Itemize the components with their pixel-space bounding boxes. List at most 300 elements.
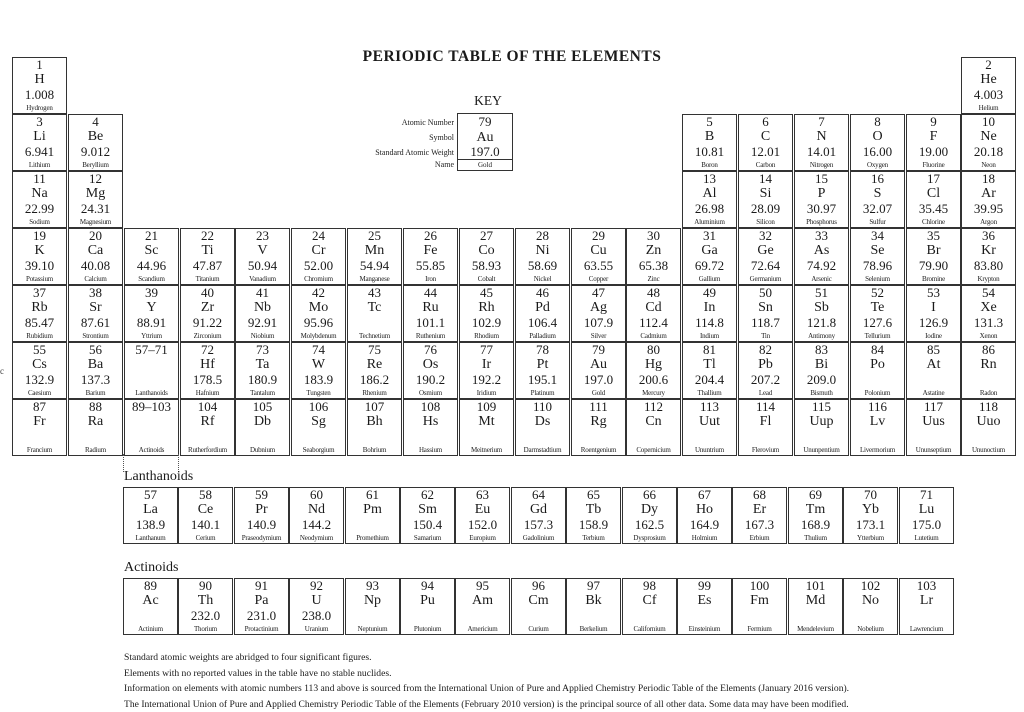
atomic-number: 1 bbox=[13, 58, 66, 72]
atomic-number: 110 bbox=[516, 400, 569, 414]
element-cell bbox=[180, 342, 235, 399]
atomic-weight: 88.91 bbox=[125, 316, 178, 330]
element-cell bbox=[178, 578, 233, 635]
element-name: Actinium bbox=[124, 625, 177, 633]
element-cell bbox=[178, 487, 233, 544]
element-symbol: Sc bbox=[125, 243, 178, 258]
element-name: Cerium bbox=[179, 534, 232, 542]
element-symbol: Ir bbox=[460, 357, 513, 372]
atomic-number: 72 bbox=[181, 343, 234, 357]
element-symbol: Tb bbox=[567, 502, 620, 517]
element-name: Americium bbox=[456, 625, 509, 633]
element-symbol: Ga bbox=[683, 243, 736, 258]
atomic-number: 45 bbox=[460, 286, 513, 300]
element-cell bbox=[123, 487, 178, 544]
element-name: Einsteinium bbox=[678, 625, 731, 633]
element-cell bbox=[961, 285, 1016, 342]
atomic-number: 113 bbox=[683, 400, 736, 414]
element-name: Ununoctium bbox=[962, 446, 1015, 454]
atomic-number: 115 bbox=[795, 400, 848, 414]
atomic-weight: 1.008 bbox=[13, 88, 66, 102]
element-symbol: C bbox=[739, 129, 792, 144]
atomic-weight: 157.3 bbox=[512, 518, 565, 532]
key-label-weight: Standard Atomic Weight bbox=[375, 148, 454, 158]
atomic-weight: 168.9 bbox=[789, 518, 842, 532]
atomic-weight: 200.6 bbox=[627, 373, 680, 387]
element-cell bbox=[794, 342, 849, 399]
element-symbol: Li bbox=[13, 129, 66, 144]
atomic-weight: 22.99 bbox=[13, 202, 66, 216]
element-cell bbox=[850, 285, 905, 342]
element-name: Neon bbox=[962, 161, 1015, 169]
element-name: Cadmium bbox=[627, 332, 680, 340]
footnote: Elements with no reported values in the table have no stable nuclides. bbox=[124, 666, 849, 682]
element-symbol: Ra bbox=[69, 414, 122, 429]
atomic-weight: 32.07 bbox=[851, 202, 904, 216]
element-symbol: Cf bbox=[623, 593, 676, 608]
atomic-number: 20 bbox=[69, 229, 122, 243]
element-name: Molybdenum bbox=[292, 332, 345, 340]
element-cell bbox=[961, 342, 1016, 399]
element-symbol: Pt bbox=[516, 357, 569, 372]
element-symbol: Lv bbox=[851, 414, 904, 429]
element-name: Rhenium bbox=[348, 389, 401, 397]
element-cell bbox=[566, 578, 621, 635]
element-name: Lutetium bbox=[900, 534, 953, 542]
element-cell bbox=[850, 171, 905, 228]
atomic-number: 60 bbox=[290, 488, 343, 502]
atomic-weight: 4.003 bbox=[962, 88, 1015, 102]
element-name: Technetium bbox=[348, 332, 401, 340]
atomic-number: 64 bbox=[512, 488, 565, 502]
footnote: Standard atomic weights are abridged to four significant figures. bbox=[124, 650, 849, 666]
atomic-number: 14 bbox=[739, 172, 792, 186]
element-name: Lead bbox=[739, 389, 792, 397]
atomic-number: 10 bbox=[962, 115, 1015, 129]
element-symbol: Xe bbox=[962, 300, 1015, 315]
element-symbol: Cn bbox=[627, 414, 680, 429]
atomic-number: 77 bbox=[460, 343, 513, 357]
atomic-weight: 238.0 bbox=[290, 609, 343, 623]
element-cell bbox=[732, 578, 787, 635]
atomic-number: 34 bbox=[851, 229, 904, 243]
atomic-weight: 30.97 bbox=[795, 202, 848, 216]
atomic-weight: 118.7 bbox=[739, 316, 792, 330]
element-name: Seaborgium bbox=[292, 446, 345, 454]
element-name: Lithium bbox=[13, 161, 66, 169]
element-name: Zinc bbox=[627, 275, 680, 283]
element-cell bbox=[899, 487, 954, 544]
element-name: Praseodymium bbox=[235, 534, 288, 542]
element-name: Bromine bbox=[907, 275, 960, 283]
element-symbol: Np bbox=[346, 593, 399, 608]
atomic-number: 106 bbox=[292, 400, 345, 414]
atomic-weight: 12.01 bbox=[739, 145, 792, 159]
element-name: Francium bbox=[13, 446, 66, 454]
atomic-weight: 158.9 bbox=[567, 518, 620, 532]
element-name: Boron bbox=[683, 161, 736, 169]
element-name: Iridium bbox=[460, 389, 513, 397]
atomic-number: 57–71 bbox=[125, 343, 178, 357]
element-name: Oxygen bbox=[851, 161, 904, 169]
element-name: Scandium bbox=[125, 275, 178, 283]
element-name: Argon bbox=[962, 218, 1015, 226]
element-symbol: Ba bbox=[69, 357, 122, 372]
element-name: Roentgenium bbox=[572, 446, 625, 454]
atomic-weight: 107.9 bbox=[572, 316, 625, 330]
element-cell bbox=[12, 228, 67, 285]
element-cell bbox=[677, 578, 732, 635]
atomic-number: 47 bbox=[572, 286, 625, 300]
element-symbol: S bbox=[851, 186, 904, 201]
element-cell bbox=[788, 578, 843, 635]
element-symbol: I bbox=[907, 300, 960, 315]
atomic-weight: 20.18 bbox=[962, 145, 1015, 159]
element-name: Hassium bbox=[404, 446, 457, 454]
element-cell bbox=[571, 399, 626, 456]
element-name: Silver bbox=[572, 332, 625, 340]
element-name: Holmium bbox=[678, 534, 731, 542]
element-cell bbox=[124, 399, 179, 456]
atomic-weight: 91.22 bbox=[181, 316, 234, 330]
atomic-number: 7 bbox=[795, 115, 848, 129]
element-cell bbox=[291, 342, 346, 399]
element-symbol: Nb bbox=[236, 300, 289, 315]
element-name: Titanium bbox=[181, 275, 234, 283]
element-cell bbox=[571, 285, 626, 342]
element-cell bbox=[235, 285, 290, 342]
key-heading: KEY bbox=[468, 93, 508, 109]
atomic-number: 70 bbox=[844, 488, 897, 502]
atomic-number: 30 bbox=[627, 229, 680, 243]
atomic-number: 16 bbox=[851, 172, 904, 186]
atomic-number: 58 bbox=[179, 488, 232, 502]
element-symbol: U bbox=[290, 593, 343, 608]
element-symbol: Yb bbox=[844, 502, 897, 517]
atomic-weight: 102.9 bbox=[460, 316, 513, 330]
atomic-weight: 78.96 bbox=[851, 259, 904, 273]
element-name: Dysprosium bbox=[623, 534, 676, 542]
atomic-weight: 186.2 bbox=[348, 373, 401, 387]
element-symbol: Bk bbox=[567, 593, 620, 608]
element-symbol: At bbox=[907, 357, 960, 372]
atomic-weight: 9.012 bbox=[69, 145, 122, 159]
element-name: Protactinium bbox=[235, 625, 288, 633]
element-cell bbox=[566, 487, 621, 544]
element-name: Curium bbox=[512, 625, 565, 633]
atomic-number: 117 bbox=[907, 400, 960, 414]
atomic-number: 23 bbox=[236, 229, 289, 243]
element-name: Ruthenium bbox=[404, 332, 457, 340]
atomic-weight: 192.2 bbox=[460, 373, 513, 387]
element-cell bbox=[571, 342, 626, 399]
element-name: Nitrogen bbox=[795, 161, 848, 169]
atomic-number: 76 bbox=[404, 343, 457, 357]
element-name: Lawrencium bbox=[900, 625, 953, 633]
atomic-number: 31 bbox=[683, 229, 736, 243]
key-example-weight: 197.0 bbox=[458, 145, 512, 159]
element-name: Ununseptium bbox=[907, 446, 960, 454]
element-name: Mendelevium bbox=[789, 625, 842, 633]
element-symbol: Ge bbox=[739, 243, 792, 258]
element-name: Krypton bbox=[962, 275, 1015, 283]
element-symbol: Sr bbox=[69, 300, 122, 315]
element-name: Silicon bbox=[739, 218, 792, 226]
element-symbol: Pr bbox=[235, 502, 288, 517]
element-symbol: Ta bbox=[236, 357, 289, 372]
element-name: Osmium bbox=[404, 389, 457, 397]
element-name: Calcium bbox=[69, 275, 122, 283]
element-cell bbox=[455, 578, 510, 635]
atomic-weight: 65.38 bbox=[627, 259, 680, 273]
element-cell bbox=[794, 285, 849, 342]
atomic-weight: 10.81 bbox=[683, 145, 736, 159]
atomic-weight: 50.94 bbox=[236, 259, 289, 273]
atomic-number: 62 bbox=[401, 488, 454, 502]
element-symbol: Cm bbox=[512, 593, 565, 608]
element-cell bbox=[459, 228, 514, 285]
element-symbol: Bi bbox=[795, 357, 848, 372]
element-name: Darmstadtium bbox=[516, 446, 569, 454]
atomic-number: 95 bbox=[456, 579, 509, 593]
atomic-weight: 74.92 bbox=[795, 259, 848, 273]
atomic-number: 53 bbox=[907, 286, 960, 300]
element-cell bbox=[12, 114, 67, 171]
element-name: Hydrogen bbox=[13, 104, 66, 112]
element-symbol: Cu bbox=[572, 243, 625, 258]
element-symbol: K bbox=[13, 243, 66, 258]
element-cell bbox=[843, 487, 898, 544]
element-cell bbox=[289, 487, 344, 544]
atomic-weight: 83.80 bbox=[962, 259, 1015, 273]
element-name: Thallium bbox=[683, 389, 736, 397]
element-cell bbox=[850, 114, 905, 171]
atomic-weight: 6.941 bbox=[13, 145, 66, 159]
element-name: Copper bbox=[572, 275, 625, 283]
atomic-weight: 144.2 bbox=[290, 518, 343, 532]
atomic-weight: 138.9 bbox=[124, 518, 177, 532]
element-name: Neptunium bbox=[346, 625, 399, 633]
element-cell bbox=[794, 228, 849, 285]
element-cell bbox=[180, 399, 235, 456]
element-cell bbox=[738, 342, 793, 399]
element-cell bbox=[794, 114, 849, 171]
element-symbol: Pm bbox=[346, 502, 399, 517]
element-cell bbox=[515, 399, 570, 456]
atomic-weight: 180.9 bbox=[236, 373, 289, 387]
atomic-number: 24 bbox=[292, 229, 345, 243]
element-cell bbox=[794, 171, 849, 228]
element-cell bbox=[794, 399, 849, 456]
atomic-weight: 126.9 bbox=[907, 316, 960, 330]
element-name: Strontium bbox=[69, 332, 122, 340]
atomic-weight: 150.4 bbox=[401, 518, 454, 532]
element-name: Radium bbox=[69, 446, 122, 454]
element-symbol: Sn bbox=[739, 300, 792, 315]
element-name: Cobalt bbox=[460, 275, 513, 283]
element-symbol: B bbox=[683, 129, 736, 144]
atomic-number: 59 bbox=[235, 488, 288, 502]
key-example-number: 79 bbox=[458, 115, 512, 129]
atomic-weight: 140.9 bbox=[235, 518, 288, 532]
atomic-number: 42 bbox=[292, 286, 345, 300]
atomic-number: 27 bbox=[460, 229, 513, 243]
element-cell bbox=[682, 285, 737, 342]
atomic-number: 38 bbox=[69, 286, 122, 300]
element-symbol: La bbox=[124, 502, 177, 517]
atomic-weight: 207.2 bbox=[739, 373, 792, 387]
element-name: Helium bbox=[962, 104, 1015, 112]
element-name: Livermorium bbox=[851, 446, 904, 454]
atomic-number: 93 bbox=[346, 579, 399, 593]
atomic-weight: 39.10 bbox=[13, 259, 66, 273]
element-cell bbox=[515, 342, 570, 399]
atomic-weight: 14.01 bbox=[795, 145, 848, 159]
element-cell bbox=[68, 285, 123, 342]
element-name: Antimony bbox=[795, 332, 848, 340]
atomic-weight: 79.90 bbox=[907, 259, 960, 273]
element-symbol: V bbox=[236, 243, 289, 258]
atomic-weight: 69.72 bbox=[683, 259, 736, 273]
element-name: Ununtrium bbox=[683, 446, 736, 454]
atomic-weight: 58.69 bbox=[516, 259, 569, 273]
atomic-number: 101 bbox=[789, 579, 842, 593]
element-name: Palladium bbox=[516, 332, 569, 340]
element-cell bbox=[68, 114, 123, 171]
element-name: Polonium bbox=[851, 389, 904, 397]
element-name: Californium bbox=[623, 625, 676, 633]
element-symbol: Cs bbox=[13, 357, 66, 372]
element-cell bbox=[345, 578, 400, 635]
atomic-weight: 183.9 bbox=[292, 373, 345, 387]
element-symbol: Nd bbox=[290, 502, 343, 517]
atomic-number: 73 bbox=[236, 343, 289, 357]
atomic-number: 69 bbox=[789, 488, 842, 502]
atomic-number: 22 bbox=[181, 229, 234, 243]
element-symbol: Po bbox=[851, 357, 904, 372]
atomic-number: 87 bbox=[13, 400, 66, 414]
element-cell bbox=[622, 578, 677, 635]
atomic-number: 98 bbox=[623, 579, 676, 593]
element-cell bbox=[738, 171, 793, 228]
element-symbol: Hs bbox=[404, 414, 457, 429]
element-symbol: Ho bbox=[678, 502, 731, 517]
element-symbol: Cr bbox=[292, 243, 345, 258]
element-cell bbox=[347, 342, 402, 399]
element-symbol: Bh bbox=[348, 414, 401, 429]
atomic-number: 4 bbox=[69, 115, 122, 129]
atomic-number: 61 bbox=[346, 488, 399, 502]
element-symbol: Co bbox=[460, 243, 513, 258]
page-title: PERIODIC TABLE OF THE ELEMENTS bbox=[0, 48, 1024, 66]
element-symbol: Th bbox=[179, 593, 232, 608]
element-cell bbox=[235, 399, 290, 456]
atomic-number: 9 bbox=[907, 115, 960, 129]
element-name: Iodine bbox=[907, 332, 960, 340]
atomic-weight: 16.00 bbox=[851, 145, 904, 159]
atomic-number: 102 bbox=[844, 579, 897, 593]
element-name: Flerovium bbox=[739, 446, 792, 454]
element-symbol: Sb bbox=[795, 300, 848, 315]
atomic-weight: 87.61 bbox=[69, 316, 122, 330]
element-name: Nickel bbox=[516, 275, 569, 283]
element-symbol: Au bbox=[572, 357, 625, 372]
element-symbol: Ac bbox=[124, 593, 177, 608]
element-name: Phosphorus bbox=[795, 218, 848, 226]
element-cell bbox=[403, 285, 458, 342]
element-cell bbox=[682, 342, 737, 399]
element-cell bbox=[850, 399, 905, 456]
edge-mark: c bbox=[0, 366, 4, 376]
atomic-number: 54 bbox=[962, 286, 1015, 300]
element-name: Plutonium bbox=[401, 625, 454, 633]
element-symbol: Rn bbox=[962, 357, 1015, 372]
atomic-weight: 101.1 bbox=[404, 316, 457, 330]
atomic-weight: 63.55 bbox=[572, 259, 625, 273]
element-symbol: Mo bbox=[292, 300, 345, 315]
atomic-weight: 72.64 bbox=[739, 259, 792, 273]
element-name: Neodymium bbox=[290, 534, 343, 542]
element-cell bbox=[571, 228, 626, 285]
element-cell bbox=[459, 285, 514, 342]
atomic-number: 92 bbox=[290, 579, 343, 593]
atomic-weight: 173.1 bbox=[844, 518, 897, 532]
element-cell bbox=[68, 228, 123, 285]
atomic-weight: 106.4 bbox=[516, 316, 569, 330]
element-cell bbox=[403, 399, 458, 456]
element-cell bbox=[289, 578, 344, 635]
atomic-number: 56 bbox=[69, 343, 122, 357]
element-cell bbox=[511, 578, 566, 635]
element-name: Germanium bbox=[739, 275, 792, 283]
element-symbol: Ar bbox=[962, 186, 1015, 201]
atomic-weight: 197.0 bbox=[572, 373, 625, 387]
actinoids-title: Actinoids bbox=[124, 560, 178, 576]
element-cell bbox=[12, 399, 67, 456]
atomic-weight: 232.0 bbox=[179, 609, 232, 623]
element-cell bbox=[124, 342, 179, 399]
element-symbol: H bbox=[13, 72, 66, 87]
element-name: Astatine bbox=[907, 389, 960, 397]
element-symbol: Te bbox=[851, 300, 904, 315]
element-name: Barium bbox=[69, 389, 122, 397]
element-name: Rhodium bbox=[460, 332, 513, 340]
element-name: Fermium bbox=[733, 625, 786, 633]
element-symbol: Lu bbox=[900, 502, 953, 517]
element-symbol: O bbox=[851, 129, 904, 144]
element-symbol: N bbox=[795, 129, 848, 144]
atomic-number: 94 bbox=[401, 579, 454, 593]
atomic-number: 89 bbox=[124, 579, 177, 593]
element-cell bbox=[459, 342, 514, 399]
atomic-weight: 178.5 bbox=[181, 373, 234, 387]
atomic-weight: 19.00 bbox=[907, 145, 960, 159]
element-symbol: Kr bbox=[962, 243, 1015, 258]
element-symbol: Gd bbox=[512, 502, 565, 517]
atomic-weight: 127.6 bbox=[851, 316, 904, 330]
element-name: Magnesium bbox=[69, 218, 122, 226]
atomic-number: 79 bbox=[572, 343, 625, 357]
element-symbol: Rh bbox=[460, 300, 513, 315]
atomic-number: 19 bbox=[13, 229, 66, 243]
element-symbol: Uut bbox=[683, 414, 736, 429]
element-cell bbox=[961, 114, 1016, 171]
atomic-weight: 132.9 bbox=[13, 373, 66, 387]
atomic-weight: 209.0 bbox=[795, 373, 848, 387]
element-symbol: Hg bbox=[627, 357, 680, 372]
atomic-number: 28 bbox=[516, 229, 569, 243]
element-symbol: Fl bbox=[739, 414, 792, 429]
